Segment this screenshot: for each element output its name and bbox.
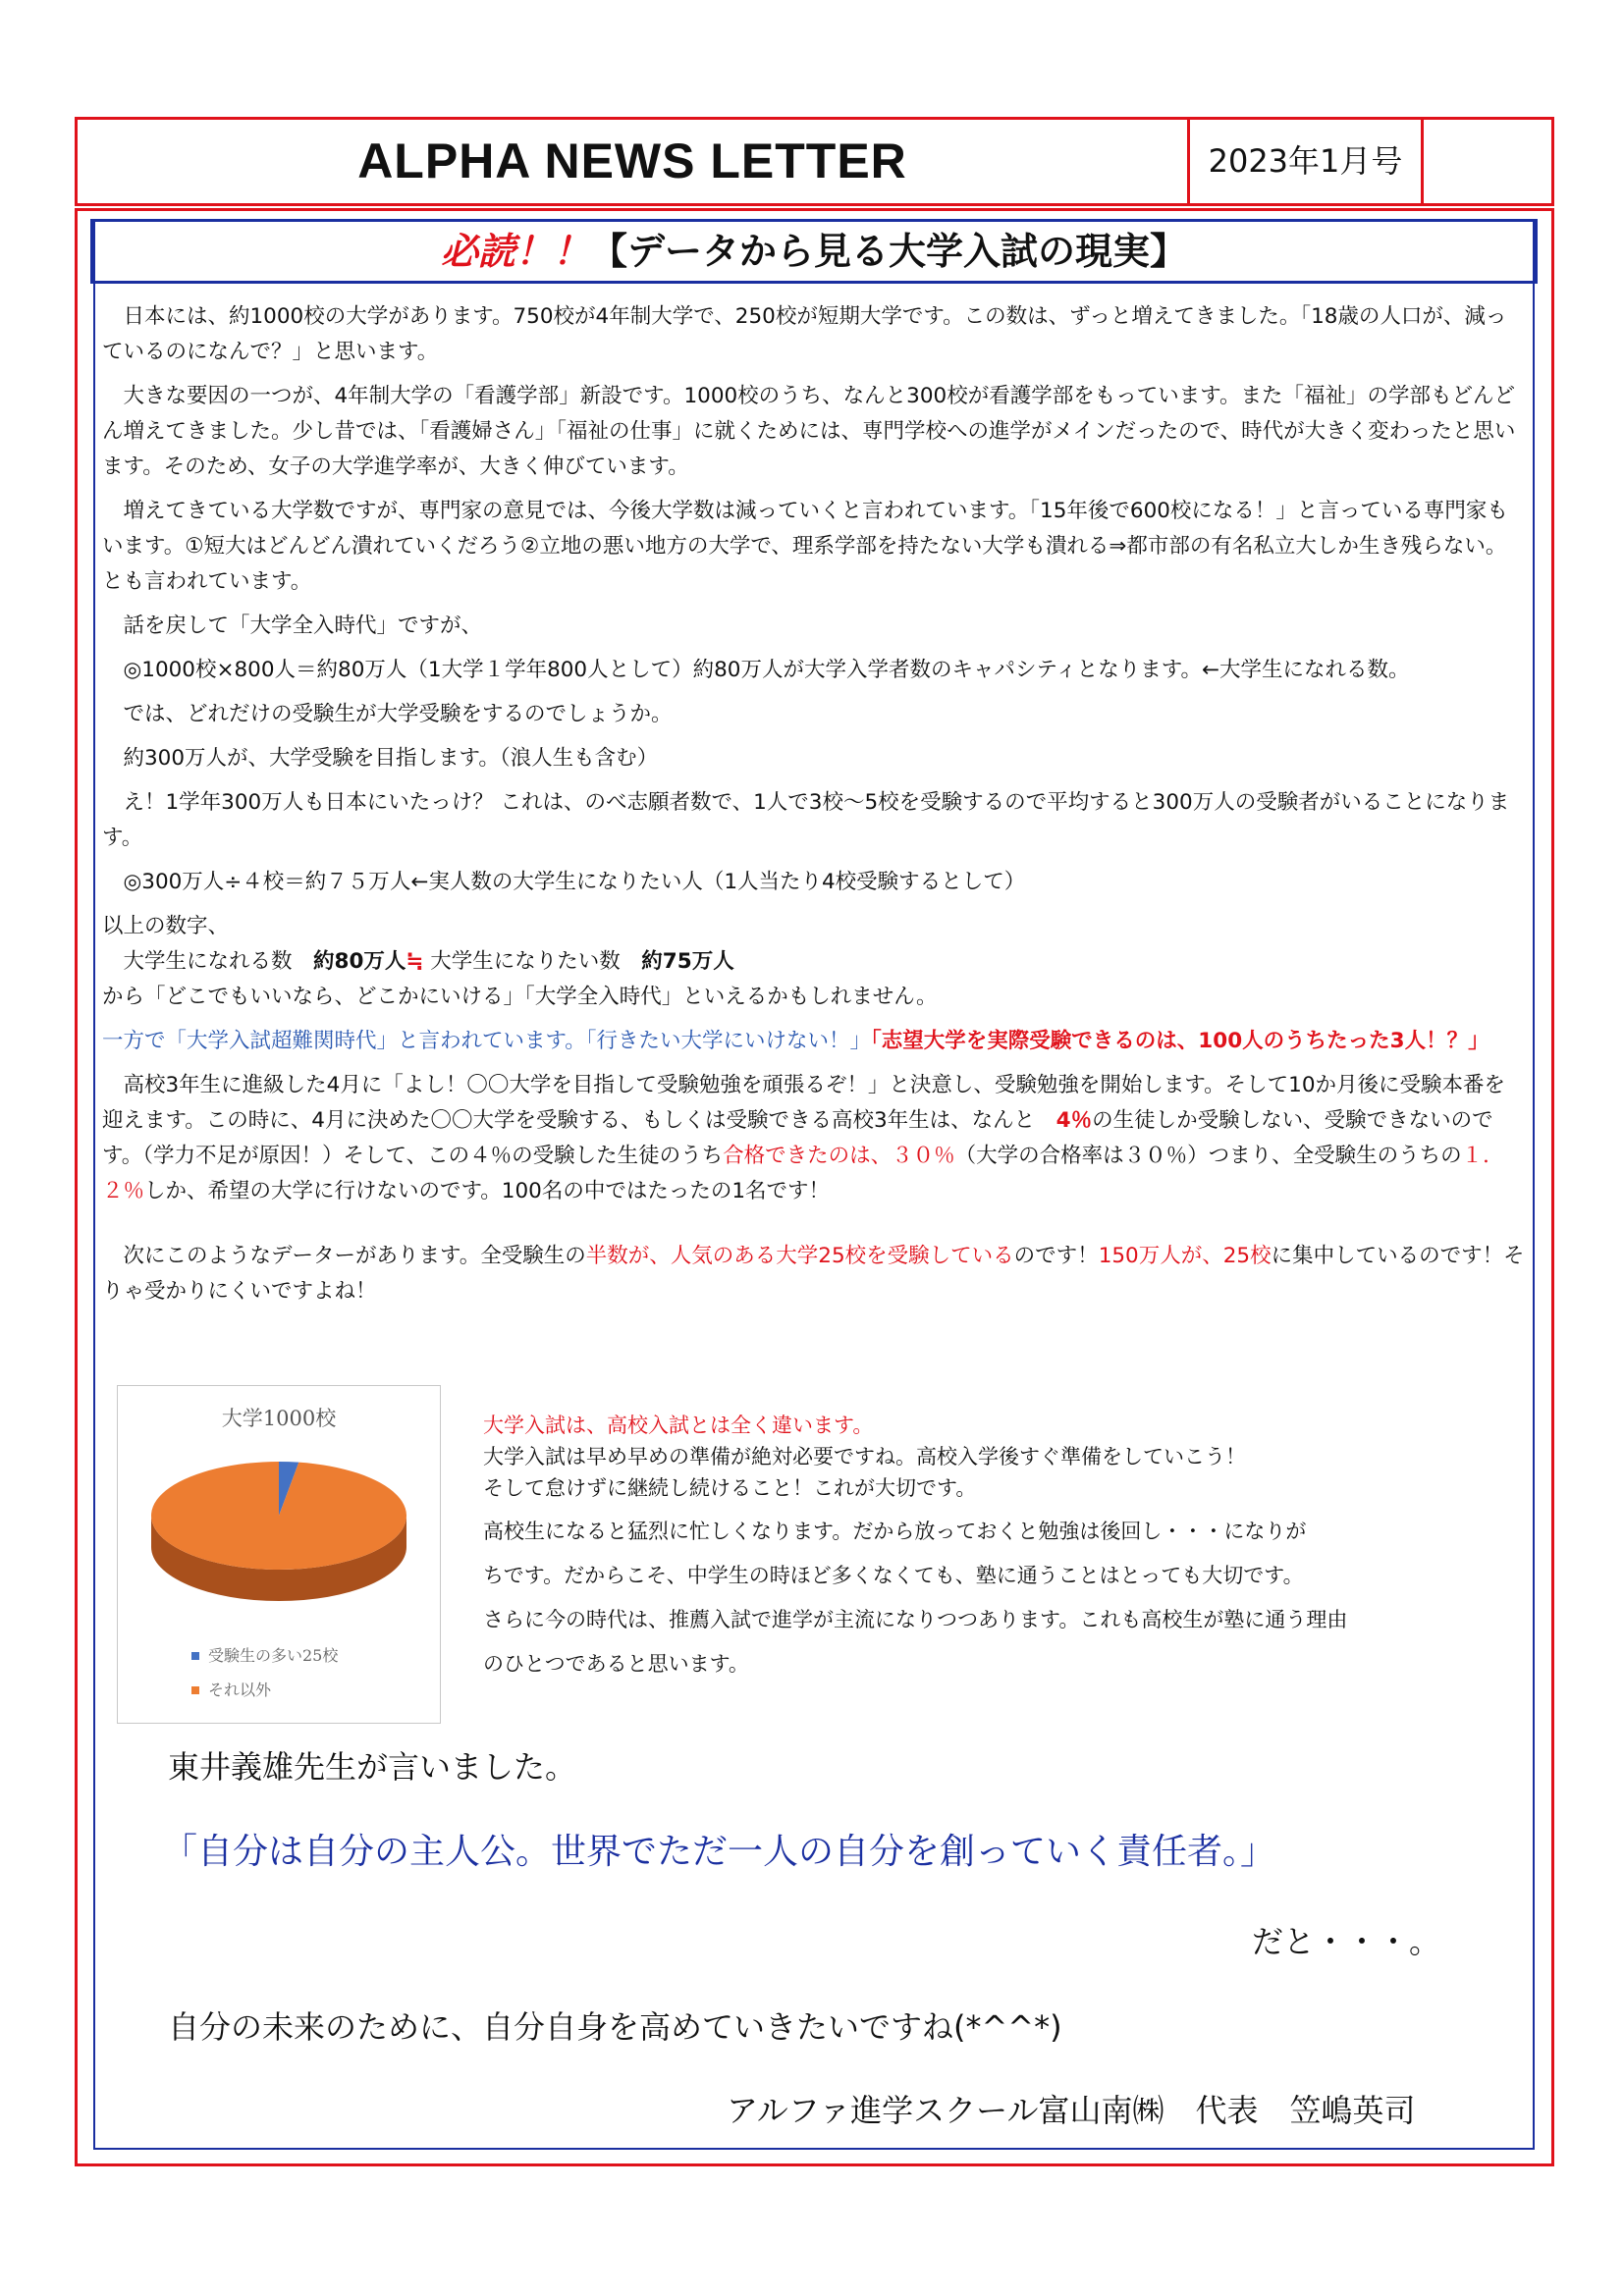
text-span: に集中しているのです！そりゃ受かりにくいですよね！ xyxy=(102,1244,1525,1304)
highlight-text: 4％ xyxy=(1056,1108,1093,1133)
compare-value: 約75万人 xyxy=(641,949,734,974)
comparison-block xyxy=(102,909,1526,1015)
text-span: 次にこのようなデーターがあります。全受験生の xyxy=(123,1244,586,1268)
pie-chart xyxy=(118,1386,440,1723)
compare-label: 大学生になりたい数 xyxy=(423,949,642,974)
compare-label: 大学生になれる数 xyxy=(123,949,314,974)
newsletter-title: ALPHA NEWS LETTER xyxy=(357,133,907,188)
text-span: しか、希望の大学に行けないのです。100名の中ではたったの1名です！ xyxy=(144,1179,831,1203)
advice-line: 大学入試は早め早めの準備が絶対必要ですね。高校入学後すぐ準備をしていこう！ xyxy=(483,1445,1246,1468)
paragraph: 日本には、約1000校の大学があります。750校が4年制大学で、250校が短期大学です。この数は、ずっと増えてきました。「18歳の人口が、減っているのになんで？」と思います。 xyxy=(102,304,1507,364)
paragraph: 大きな要因の一つが、4年制大学の「看護学部」新設です。1000校のうち、なんと300校が看護学部をもっています。また「福祉」の学部もどんどん増えてきました。少し昔では、「看護婦さん」「福祉の仕事」に就くためには、専門学校への進学がメインだったので、時代が大きく変わったと思います。そのため、女子の大学進学率が、大きく伸びています。 xyxy=(102,384,1516,479)
highlight-text: 「志望大学を実際受験できるのは、100人のうちたった3人！？」 xyxy=(871,1029,1489,1053)
approx-symbol: ≒ xyxy=(406,949,424,974)
advice-text xyxy=(483,1410,1543,1680)
paragraph xyxy=(102,1024,1526,1059)
quote-text: 「自分は自分の主人公。世界でただ一人の自分を創っていく責任者。」 xyxy=(162,1832,1276,1872)
paragraph: え！1学年300万人も日本にいたっけ？ これは、のべ志願者数で、1人で3校～5校を受験するので平均すると300万人の受験者がいることになります。 xyxy=(102,790,1510,850)
legend-label: それ以外 xyxy=(208,1681,272,1699)
paragraph xyxy=(102,1239,1526,1309)
text-span: （大学の合格率は３０％）つまり、全受験生のうちの xyxy=(954,1144,1462,1168)
advice-line: 高校生になると猛烈に忙しくなります。だから放っておくと勉強は後回し・・・になりが xyxy=(483,1520,1307,1543)
paragraph: 話を戻して「大学全入時代」ですが、 xyxy=(123,614,483,638)
highlight-text: 一方で「大学入試超難関時代」と言われています。「行きたい大学にいけない！」 xyxy=(102,1029,872,1053)
advice-line: そして怠けずに継続し続けること！これが大切です。 xyxy=(483,1476,977,1500)
highlight-text: １．２％ xyxy=(102,1144,1504,1203)
issue-date: 2023年1月号 xyxy=(1208,142,1403,180)
paragraph xyxy=(102,1068,1526,1209)
advice-line: のひとつであると思います。 xyxy=(483,1652,749,1676)
header-divider xyxy=(1421,120,1424,203)
highlight-text: 半数が、人気のある大学25校を受験している xyxy=(585,1244,1014,1268)
pie-chart-box xyxy=(117,1385,441,1724)
signature: アルファ進学スクール富山南㈱ 代表 笠嶋英司 xyxy=(727,2092,1416,2129)
text-span: 高校3年生に進級した4月に「よし！〇〇大学を目指して受験勉強を頑張るぞ！」と決意し、受験勉強を開始します。そして10か月後に受験本番を迎えます。この時に、4月に決めた〇〇大学を受験する、もしくは受験できる高校3年生は、なんと xyxy=(102,1073,1506,1133)
quote-intro: 東井義雄先生が言いました。 xyxy=(168,1748,577,1786)
highlight-text: 合格できたのは、３０％ xyxy=(723,1144,955,1168)
headline-title: 【データから見る大学入試の現実】 xyxy=(590,230,1188,273)
advice-line: さらに今の時代は、推薦入試で進学が主流になりつつあります。これも高校生が塾に通う理由 xyxy=(483,1608,1348,1631)
highlight-text: 150万人が、25校 xyxy=(1098,1244,1272,1268)
paragraph: 約300万人が、大学受験を目指します。（浪人生も含む） xyxy=(123,746,659,771)
headline-box xyxy=(90,219,1538,284)
paragraph: ◎1000校×800人＝約80万人（1大学１学年800人として）約80万人が大学入学者数のキャパシティとなります。←大学生になれる数。 xyxy=(123,658,1410,682)
article-body xyxy=(102,299,1526,1318)
advice-line: ちです。だからこそ、中学生の時ほど多くなくても、塾に通うことはとっても大切です。 xyxy=(483,1564,1304,1587)
advice-lead: 大学入試は、高校入試とは全く違います。 xyxy=(483,1414,874,1437)
paragraph-line: 以上の数字、 xyxy=(102,914,230,938)
legend-swatch xyxy=(191,1652,199,1660)
newsletter-header xyxy=(75,117,1554,206)
legend-swatch xyxy=(191,1686,199,1694)
must-read-label: 必読！！ xyxy=(440,230,590,273)
paragraph: 増えてきている大学数ですが、専門家の意見では、今後大学数は減っていくと言われています。「15年後で600校になる！」と言っている専門家もいます。①短大はどんどん潰れていくだろう②立地の悪い地方の大学で、理系学部を持たない大学も潰れる⇒都市部の有名私立大しか生き残らない。とも言われています。 xyxy=(102,499,1508,594)
legend-label: 受験生の多い25校 xyxy=(208,1646,339,1665)
quote-after: だと・・・。 xyxy=(1252,1923,1441,1960)
closing-line: 自分の未来のために、自分自身を高めていきたいですね(*^^*) xyxy=(168,2008,1062,2046)
chart-title: 大学1000校 xyxy=(221,1407,337,1430)
paragraph: ◎300万人÷４校＝約７５万人←実人数の大学生になりたい人（1人当たり4校受験するとして） xyxy=(123,870,1026,894)
paragraph-line: から「どこでもいいなら、どこかにいける」「大学全入時代」といえるかもしれません。 xyxy=(102,985,938,1009)
text-span: の生徒しか受験しない、受験できないのです。（学力不足が原因！）そして、この４％の受験した生徒のうち xyxy=(102,1108,1493,1168)
paragraph: では、どれだけの受験生が大学受験をするのでしょうか。 xyxy=(123,702,673,726)
compare-value: 約80万人 xyxy=(313,949,406,974)
text-span: のです！ xyxy=(1013,1244,1099,1268)
